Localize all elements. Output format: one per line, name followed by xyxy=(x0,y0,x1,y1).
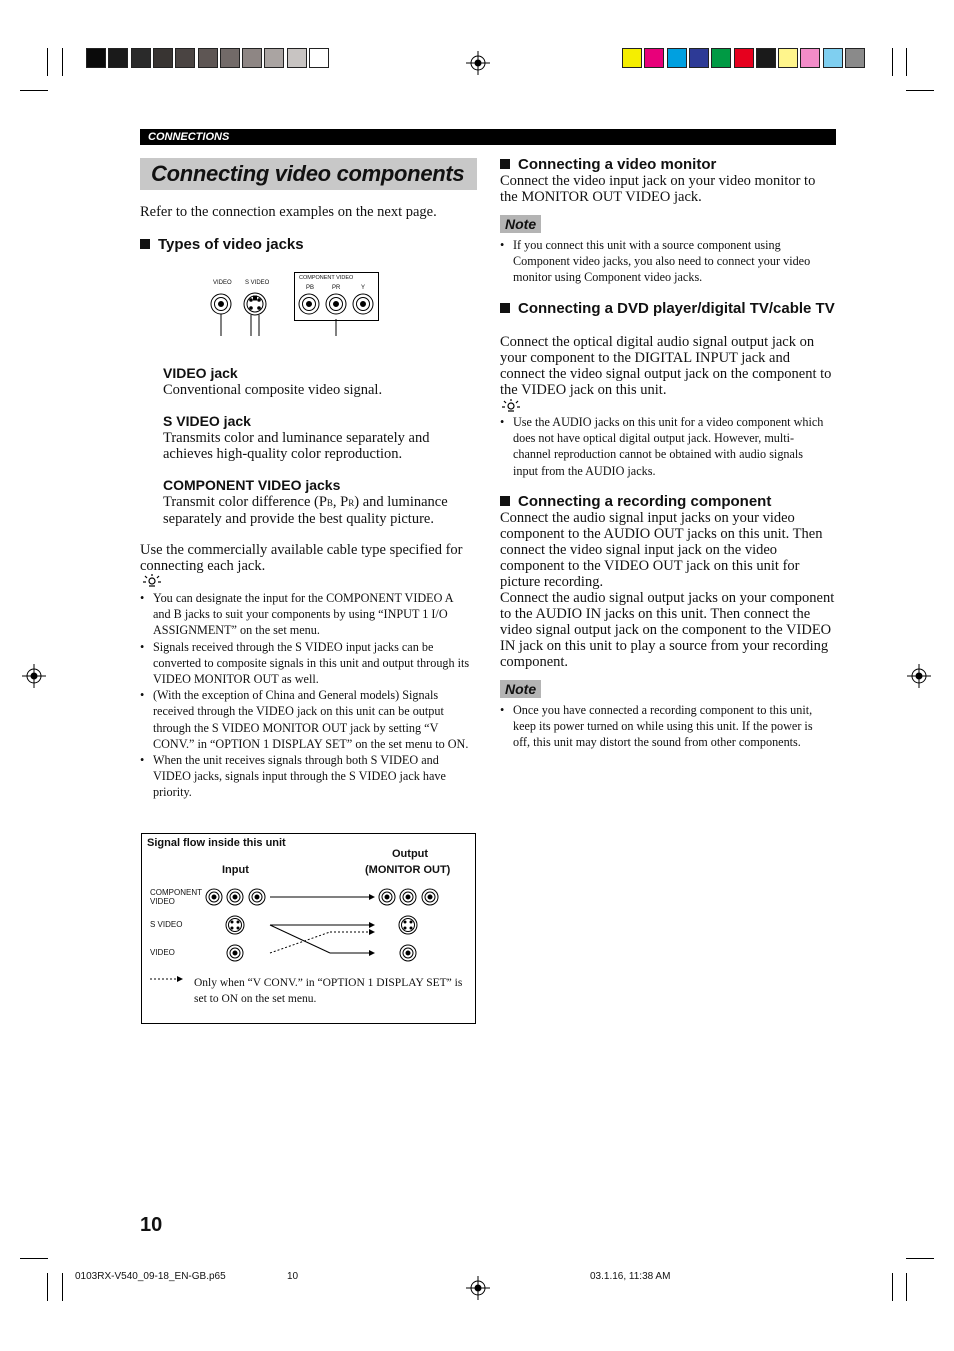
list-item: • Once you have connected a recording component to this unit, keep its power turned on while using this unit. If the power is off, this unit may distort the sound from other components. xyxy=(500,702,830,751)
left-tips-list xyxy=(140,590,472,801)
registration-mark-icon xyxy=(466,1276,490,1300)
svideo-jack-label: S VIDEO xyxy=(245,280,270,286)
dvd-text: Connect the optical digital audio signal output jack on your component to the DIGITAL INPUT jack and connect the video signal output jack on the component to the VIDEO jack on this unit. xyxy=(500,334,832,398)
list-item: • Signals received through the S VIDEO input jacks can be converted to composite signals in this unit and output through its VIDEO MONITOR OUT as well. xyxy=(140,639,472,688)
footer-page: 10 xyxy=(287,1271,299,1282)
video-jack-label: VIDEO xyxy=(213,280,232,286)
monitor-text: Connect the video input jack on your video monitor to the MONITOR OUT VIDEO jack. xyxy=(500,173,816,205)
monitor-heading xyxy=(500,157,836,173)
svideo-jack-text: Transmits color and luminance separately and achieves high-quality color reproduction. xyxy=(163,430,430,462)
signal-flow-box xyxy=(141,833,476,1024)
recording-heading xyxy=(500,494,836,510)
color-swatch xyxy=(131,48,151,68)
crop-mark xyxy=(892,1273,893,1301)
crop-mark xyxy=(906,1273,907,1301)
color-swatch xyxy=(264,48,284,68)
crop-mark xyxy=(62,48,63,76)
recording-heading-text: Connecting a recording component xyxy=(518,493,772,510)
row-video-label: VIDEO xyxy=(150,948,175,957)
component-text-part: Transmit color difference (P xyxy=(163,494,327,510)
component-jack-title: COMPONENT VIDEO jacks xyxy=(163,477,341,493)
registration-mark-icon xyxy=(22,664,46,688)
page-title-box xyxy=(140,158,477,190)
color-swatch xyxy=(667,48,687,68)
subscript-r: R xyxy=(348,498,355,508)
row-component-label-1: COMPONENT xyxy=(150,888,202,897)
registration-mark-icon xyxy=(466,51,490,75)
color-swatch xyxy=(711,48,731,68)
crop-mark xyxy=(906,1258,934,1259)
crop-mark xyxy=(20,90,48,91)
registration-mark-icon xyxy=(907,664,931,688)
note-label: Note xyxy=(500,215,541,233)
crop-mark xyxy=(20,1258,48,1259)
input-label: Input xyxy=(222,864,249,876)
crop-mark xyxy=(47,48,48,76)
color-swatch xyxy=(108,48,128,68)
section-header-bar xyxy=(140,129,836,145)
list-item: • If you connect this unit with a source component using Component video jacks, you also need to connect your video monitor using Component video jacks. xyxy=(500,237,830,286)
recording-text-2: Connect the audio signal output jacks on your component to the AUDIO IN jacks on this unit. Then connect the video signal output jack on the component to the VIDEO IN jack on this unit to play a source from your recording component. xyxy=(500,590,835,670)
color-swatch xyxy=(309,48,329,68)
footer-file: 0103RX-V540_09-18_EN-GB.p65 xyxy=(75,1271,226,1282)
component-text-part: , P xyxy=(332,494,349,510)
cable-text: Use the commercially available cable type specified for connecting each jack. xyxy=(140,542,463,574)
list-item: • (With the exception of China and General models) Signals received through the VIDEO jack on this unit can be output through the S VIDEO MONITOR OUT jack by setting “V CONV.” in “OPTION 1 DISPLAY SET” on the set menu to ON. xyxy=(140,687,472,752)
tip-icon xyxy=(500,398,522,412)
crop-mark xyxy=(906,90,934,91)
component-jack-text xyxy=(163,494,463,527)
color-swatch xyxy=(198,48,218,68)
crop-mark xyxy=(47,1273,48,1301)
note-label: Note xyxy=(500,680,541,698)
color-swatch xyxy=(287,48,307,68)
subscript-b: B xyxy=(326,498,333,508)
recording-text-1: Connect the audio signal input jacks on your video component to the AUDIO OUT jacks on this unit. Then connect the video signal input jack on the video component to the VIDEO OUT jack on this unit for picture recording. xyxy=(500,510,823,590)
intro-text: Refer to the connection examples on the next page. xyxy=(140,204,437,220)
square-bullet-icon xyxy=(500,303,510,313)
list-item: • You can designate the input for the COMPONENT VIDEO A and B jacks to suit your components by using “INPUT 1 I/O ASSIGNMENT” on the set menu. xyxy=(140,590,472,639)
color-swatch xyxy=(734,48,754,68)
y-label: Y xyxy=(361,285,366,291)
types-heading-text: Types of video jacks xyxy=(158,236,304,253)
dvd-heading xyxy=(500,301,836,317)
tip-icon xyxy=(141,573,163,587)
page-title: Connecting video components xyxy=(151,161,465,186)
color-swatch xyxy=(644,48,664,68)
video-jack-text: Conventional composite video signal. xyxy=(163,382,383,398)
signal-box-title: Signal flow inside this unit xyxy=(147,837,286,849)
page-number: 10 xyxy=(140,1214,163,1236)
tip-list xyxy=(500,414,830,479)
color-swatch xyxy=(622,48,642,68)
color-swatch xyxy=(800,48,820,68)
note-list xyxy=(500,702,830,751)
types-heading xyxy=(140,237,477,253)
section-label: CONNECTIONS xyxy=(148,131,230,143)
crop-mark xyxy=(906,48,907,76)
color-swatch xyxy=(689,48,709,68)
pb-label: PB xyxy=(306,285,315,291)
pr-label: PR xyxy=(332,285,341,291)
footer-date: 03.1.16, 11:38 AM xyxy=(590,1271,671,1282)
crop-mark xyxy=(62,1273,63,1301)
jack-diagram xyxy=(200,270,390,340)
row-svideo-label: S VIDEO xyxy=(150,920,183,929)
svideo-jack-title: S VIDEO jack xyxy=(163,413,251,429)
monitor-heading-text: Connecting a video monitor xyxy=(518,156,717,173)
color-swatch xyxy=(175,48,195,68)
square-bullet-icon xyxy=(500,159,510,169)
row-component-label-2: VIDEO xyxy=(150,897,175,906)
color-swatch xyxy=(845,48,865,68)
list-item: • When the unit receives signals through both S VIDEO and VIDEO jacks, signals input through the S VIDEO jack have priority. xyxy=(140,752,472,801)
output-monitor-label: (MONITOR OUT) xyxy=(365,864,451,876)
output-label: Output xyxy=(392,848,429,860)
component-text-part: ) and luminance separately and provide the best quality picture. xyxy=(163,494,448,527)
color-swatch xyxy=(153,48,173,68)
note-list xyxy=(500,237,830,286)
list-item: • Use the AUDIO jacks on this unit for a video component which does not have optical digital output jack. However, multi-channel reproduction cannot be obtained with audio signals input from the AUDIO jacks. xyxy=(500,414,830,479)
component-panel-label: COMPONENT VIDEO xyxy=(299,275,354,281)
jack-drawing xyxy=(200,270,390,340)
square-bullet-icon xyxy=(500,496,510,506)
crop-mark xyxy=(892,48,893,76)
color-swatch xyxy=(242,48,262,68)
signal-legend-text: Only when “V CONV.” in “OPTION 1 DISPLAY SET” is set to ON on the set menu. xyxy=(194,977,463,1005)
color-swatch xyxy=(823,48,843,68)
color-swatch xyxy=(778,48,798,68)
color-swatch xyxy=(220,48,240,68)
dvd-heading-text: Connecting a DVD player/digital TV/cable TV xyxy=(518,300,835,317)
color-swatch xyxy=(756,48,776,68)
video-jack-title: VIDEO jack xyxy=(163,365,238,381)
square-bullet-icon xyxy=(140,239,150,249)
color-swatch xyxy=(86,48,106,68)
